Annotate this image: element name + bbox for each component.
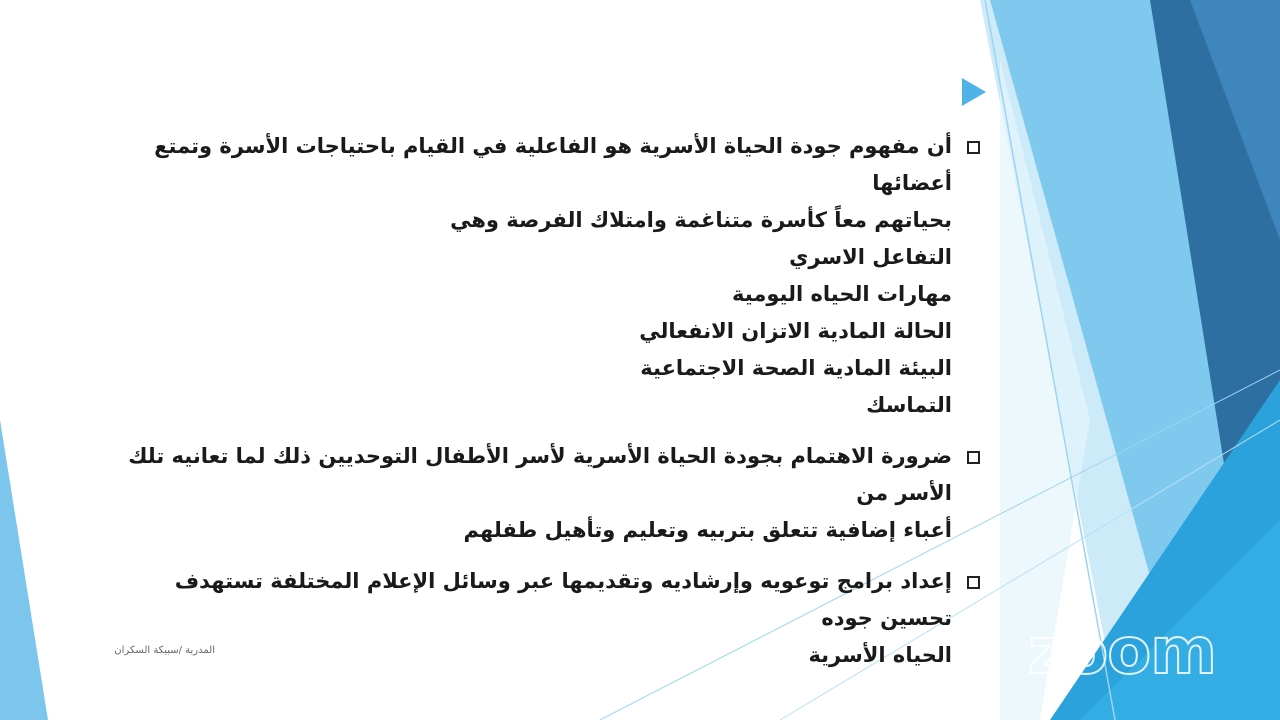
bullet-line: الحالة المادية الاتزان الانفعالي [639,319,952,343]
bullet-item [110,563,990,674]
checkbox-bullet-icon [967,576,980,589]
bullet-line: مهارات الحياه اليومية [732,282,952,306]
checkbox-bullet-icon [967,141,980,154]
bullet-line: التفاعل الاسري [789,245,952,269]
bullet-item [110,438,990,549]
bullet-line: ضرورة الاهتمام بجودة الحياة الأسرية لأسر الأطفال التوحديين ذلك لما تعانيه تلك الأسر من [128,444,952,505]
checkbox-bullet-icon [967,451,980,464]
bullet-line: أعباء إضافية تتعلق بتربيه وتعليم وتأهيل طفلهم [463,518,952,542]
bullet-line: التماسك [866,393,952,417]
arrow-icon [962,78,986,106]
zoom-watermark-logo: zoom [1028,615,1216,689]
bullet-line: إعداد برامج توعويه وإرشاديه وتقديمها عبر وسائل الإعلام المختلفة تستهدف تحسين جوده [174,569,952,630]
slide-footer: المدربة /سبيكة السكران [114,645,215,656]
slide-content [110,128,990,674]
bullet-line: الحياه الأسرية [808,643,952,667]
bullet-line: بحياتهم معاً كأسرة متناغمة وامتلاك الفرصة وهي [450,208,952,232]
left-decor-triangle [0,420,48,720]
bullet-line: البيئة المادية الصحة الاجتماعية [640,356,952,380]
bullet-item [110,128,990,424]
bullet-line: أن مفهوم جودة الحياة الأسرية هو الفاعلية في القيام باحتياجات الأسرة وتمتع أعضائها [154,134,952,195]
